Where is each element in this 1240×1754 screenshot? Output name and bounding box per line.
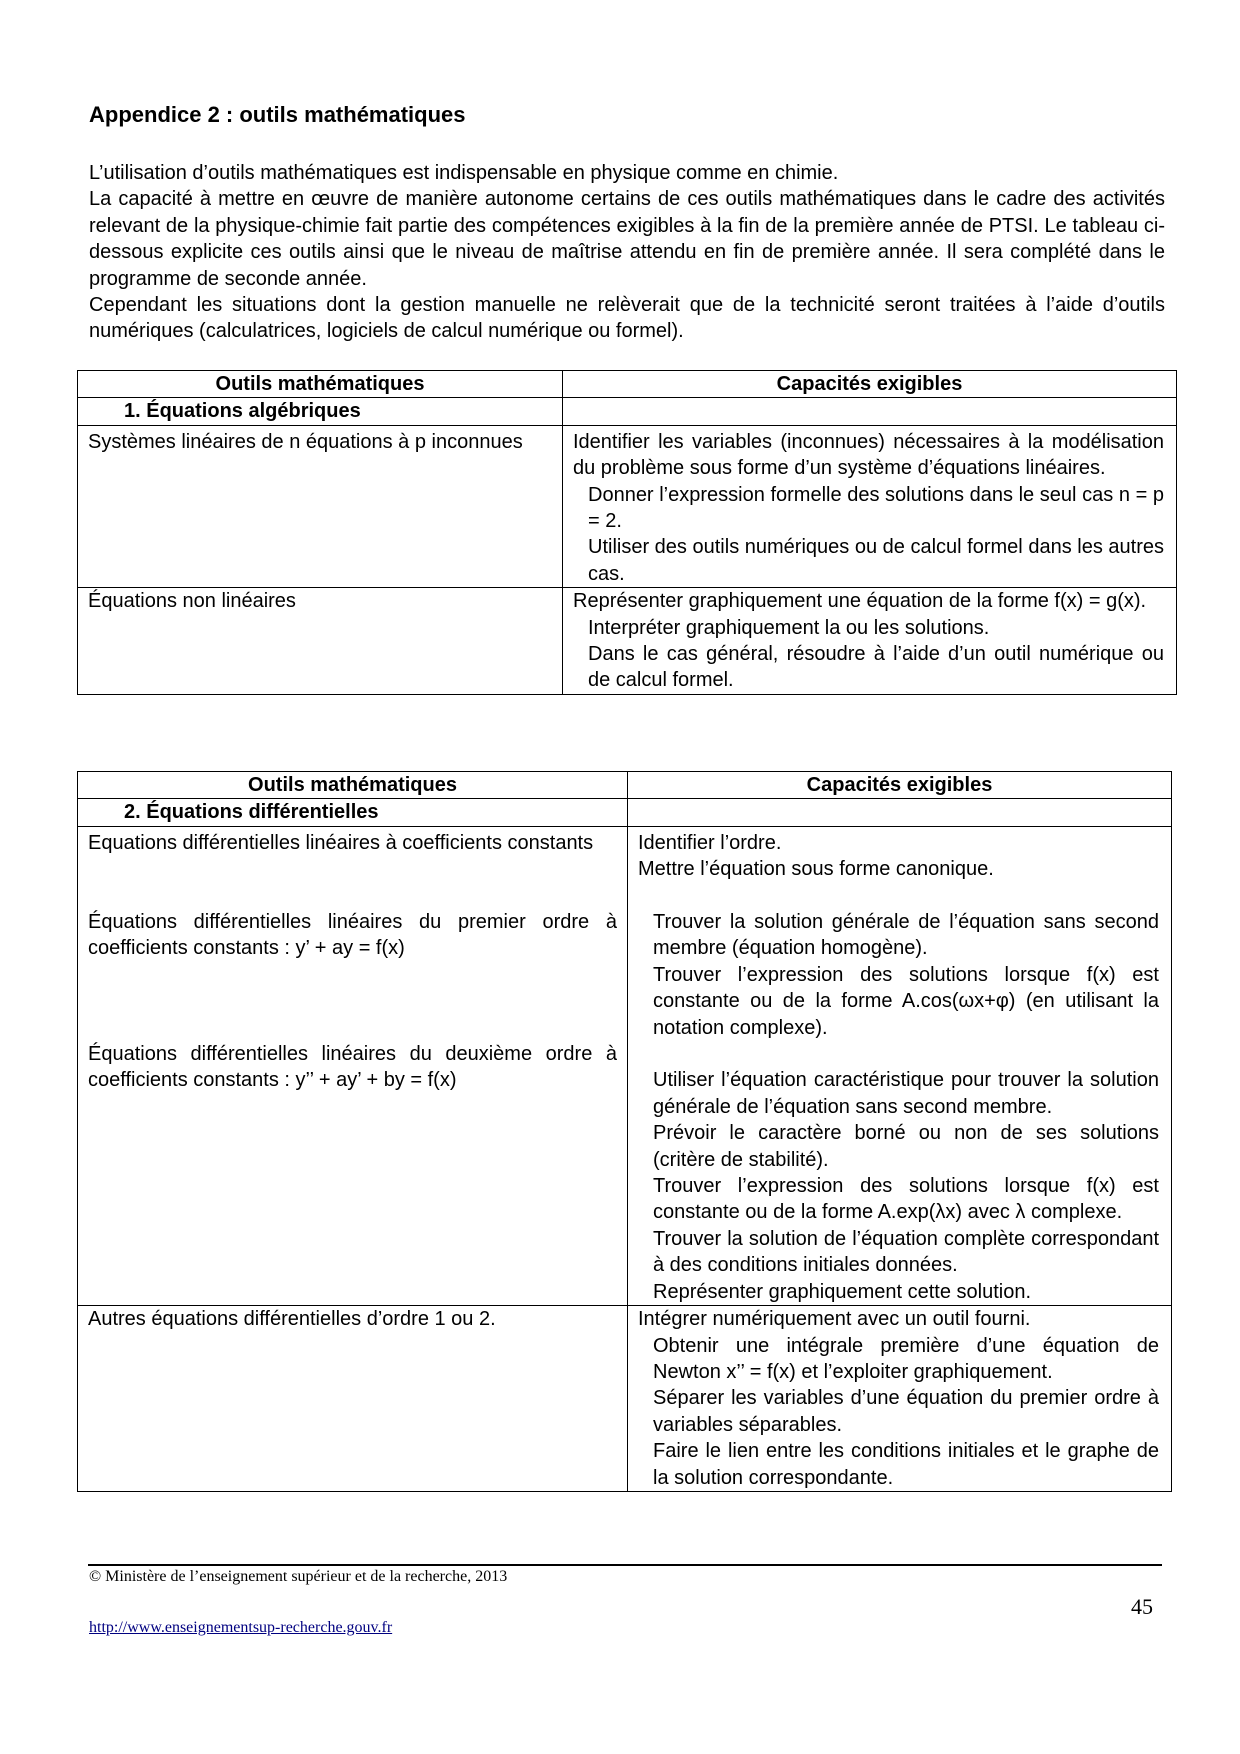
intro-text	[89, 160, 1165, 345]
section-row	[78, 799, 1172, 826]
skill-line: Représenter graphiquement une équation de la forme f(x) = g(x).	[573, 590, 1147, 613]
header-tools: Outils mathématiques	[78, 371, 563, 398]
page-number: 45	[1131, 1594, 1153, 1619]
page-title: Appendice 2 : outils mathématiques	[89, 102, 466, 127]
skill-line: Mettre l’équation sous forme canonique.	[638, 858, 994, 881]
tool-cell	[78, 826, 628, 1305]
skill-line: Utiliser des outils numériques ou de calcul formel dans les autres cas.	[588, 536, 1164, 585]
skill-line: Trouver l’expression des solutions lorsque f(x) est constante ou de la forme A.cos(ωx+φ) (en utilisant la notation complexe).	[653, 963, 1159, 1039]
skills-cell	[563, 588, 1177, 695]
intro-paragraph: Cependant les situations dont la gestion manuelle ne relèverait que de la technicité seront traitées à l’aide d’outils numériques (calculatrices, logiciels de calcul numérique ou formel).	[89, 294, 1165, 343]
table-row	[78, 588, 1177, 695]
skills-cell	[628, 826, 1172, 1305]
tool-line: Equations différentielles linéaires à coefficients constants	[88, 831, 594, 854]
skills-cell	[563, 425, 1177, 587]
skill-line: Trouver la solution de l’équation complète correspondant à des conditions initiales données.	[653, 1227, 1159, 1277]
empty-cell	[563, 398, 1177, 425]
tool-line: Équations différentielles linéaires du deuxième ordre à coefficients constants : y’’ + ay’ + by = f(x)	[88, 1042, 617, 1092]
tool-cell: Équations non linéaires	[78, 588, 563, 695]
header-skills: Capacités exigibles	[563, 371, 1177, 398]
intro-paragraph: La capacité à mettre en œuvre de manière autonome certains de ces outils mathématiques dans le cadre des activités relevant de la physique-chimie fait partie des compétences exigibles à la fin de la première année de PTSI. Le tableau ci-dessous explicite ces outils ainsi que le niveau de maîtrise attendu en fin de première année. Il sera complété dans le programme de seconde année.	[89, 188, 1165, 290]
skill-line: Identifier l’ordre.	[638, 831, 782, 854]
tool-line: Équations différentielles linéaires du premier ordre à coefficients constants : y’ + ay = f(x)	[88, 911, 617, 960]
header-tools: Outils mathématiques	[78, 772, 628, 799]
table-row	[78, 826, 1172, 1305]
skill-line: Interpréter graphiquement la ou les solutions.	[588, 616, 990, 639]
skill-line: Séparer les variables d’une équation du premier ordre à variables séparables.	[653, 1387, 1159, 1436]
skill-line: Identifier les variables (inconnues) nécessaires à la modélisation du problème sous forme d’un système d’équations linéaires.	[573, 430, 1164, 480]
differential-equations-table	[77, 771, 1172, 1492]
section-title: 1. Équations algébriques	[78, 398, 563, 425]
section-title: 2. Équations différentielles	[78, 799, 628, 826]
skill-line: Faire le lien entre les conditions initiales et le graphe de la solution correspondante.	[653, 1440, 1159, 1489]
skill-line: Prévoir le caractère borné ou non de ses solutions (critère de stabilité).	[653, 1122, 1159, 1171]
skill-line: Intégrer numériquement avec un outil fourni.	[638, 1308, 1031, 1331]
table-header-row	[78, 371, 1177, 398]
skill-line: Trouver l’expression des solutions lorsque f(x) est constante ou de la forme A.exp(λx) avec λ complexe.	[653, 1175, 1159, 1224]
skill-line: Représenter graphiquement cette solution.	[653, 1280, 1032, 1303]
footer-divider	[88, 1564, 1162, 1566]
skill-line: Trouver la solution générale de l’équation sans second membre (équation homogène).	[653, 911, 1159, 960]
skills-cell	[628, 1306, 1172, 1492]
intro-paragraph: L’utilisation d’outils mathématiques est indispensable en physique comme en chimie.	[89, 162, 839, 184]
tool-cell: Autres équations différentielles d’ordre 1 ou 2.	[78, 1306, 628, 1492]
tool-cell: Systèmes linéaires de n équations à p inconnues	[78, 425, 563, 587]
footer-link[interactable]: http://www.enseignementsup-recherche.gouv.fr	[89, 1619, 393, 1636]
skill-line: Obtenir une intégrale première d’une équation de Newton x’’ = f(x) et l’exploiter graphiquement.	[653, 1334, 1159, 1383]
skill-line: Utiliser l’équation caractéristique pour trouver la solution générale de l’équation sans second membre.	[653, 1069, 1159, 1118]
header-skills: Capacités exigibles	[628, 772, 1172, 799]
table-row	[78, 1306, 1172, 1492]
footer-copyright: © Ministère de l’enseignement supérieur et de la recherche, 2013	[89, 1568, 508, 1585]
empty-cell	[628, 799, 1172, 826]
section-row	[78, 398, 1177, 425]
table-header-row	[78, 772, 1172, 799]
skill-line: Donner l’expression formelle des solutions dans le seul cas n = p = 2.	[588, 483, 1164, 533]
table-row	[78, 425, 1177, 587]
skill-line: Dans le cas général, résoudre à l’aide d’un outil numérique ou de calcul formel.	[588, 643, 1164, 692]
algebraic-equations-table	[77, 370, 1177, 695]
